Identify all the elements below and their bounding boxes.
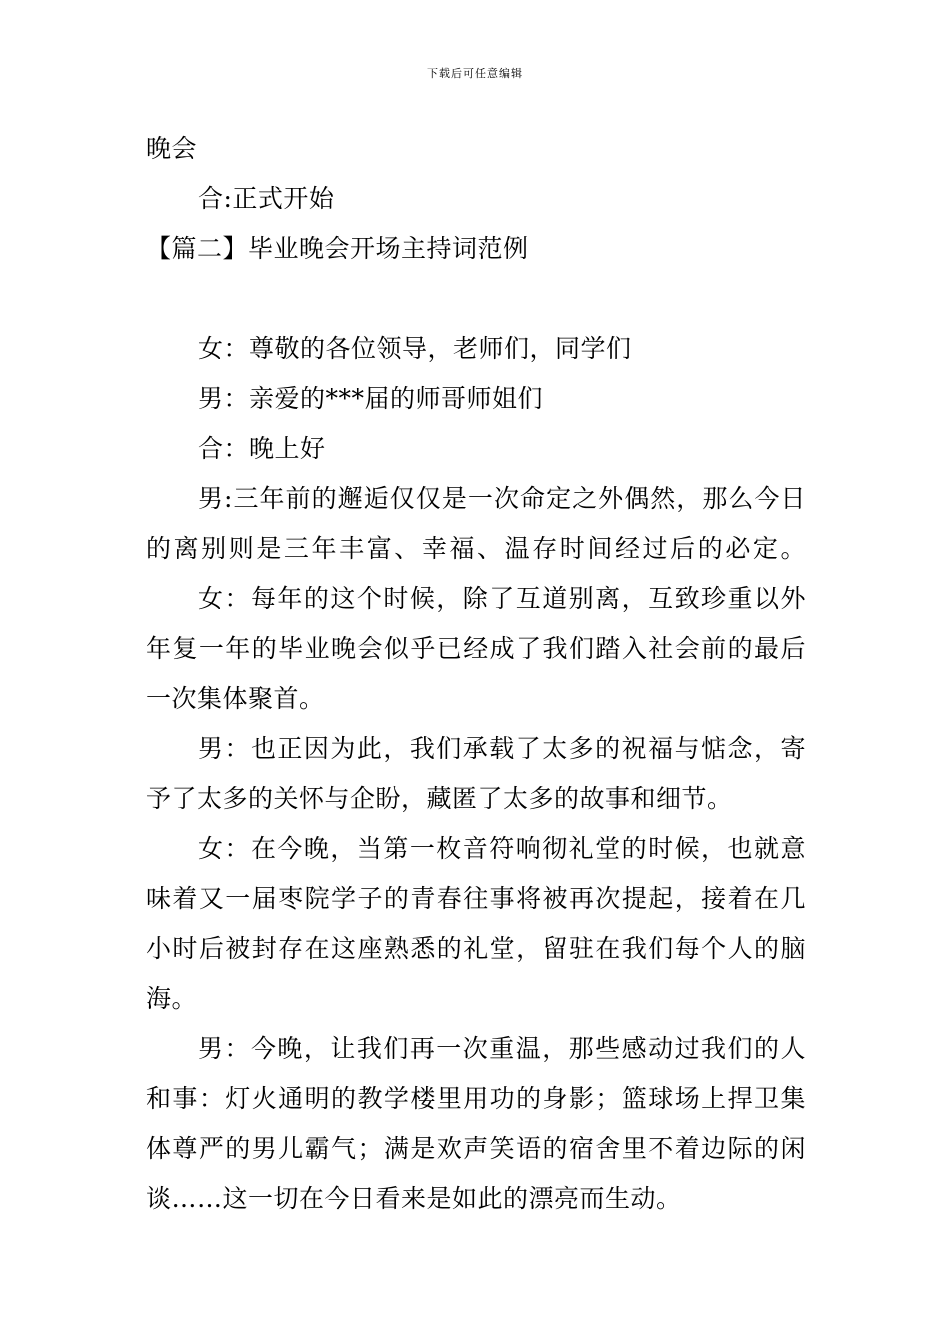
blank-line (146, 274, 806, 324)
text-line: 男:三年前的邂逅仅仅是一次命定之外偶然，那么今日 (198, 484, 806, 513)
page-header-note: 下载后可任意编辑 (427, 67, 523, 80)
text-line: 小时后被封存在这座熟悉的礼堂，留驻在我们每个人的脑 (146, 934, 806, 963)
text-line: 女：在今晚，当第一枚音符响彻礼堂的时候，也就意 (198, 834, 806, 863)
text-line: 男：亲爱的***届的师哥师姐们 (198, 384, 544, 413)
text-line: 予了太多的关怀与企盼，藏匿了太多的故事和细节。 (146, 784, 733, 813)
text-line: 合:正式开始 (198, 184, 335, 213)
text-line: 女：尊敬的各位领导，老师们，同学们 (198, 334, 632, 363)
text-line: 的离别则是三年丰富、幸福、温存时间经过后的必定。 (146, 534, 806, 563)
text-line: 男：也正因为此，我们承载了太多的祝福与惦念，寄 (198, 734, 806, 763)
text-line: 女：每年的这个时候，除了互道别离，互致珍重以外 (198, 584, 806, 613)
text-line: 和事：灯火通明的教学楼里用功的身影；篮球场上捍卫集 (146, 1084, 806, 1113)
text-line: 味着又一届枣院学子的青春往事将被再次提起，接着在几 (146, 884, 806, 913)
text-line: 海。 (146, 984, 198, 1013)
text-line: 谈……这一切在今日看来是如此的漂亮而生动。 (146, 1184, 682, 1213)
section-heading: 【篇二】毕业晚会开场主持词范例 (146, 234, 529, 263)
text-line: 年复一年的毕业晚会似乎已经成了我们踏入社会前的最后 (146, 634, 806, 663)
text-line: 体尊严的男儿霸气；满是欢声笑语的宿舍里不着边际的闲 (146, 1134, 806, 1163)
text-line: 合：晚上好 (198, 434, 326, 463)
document-body (146, 124, 806, 1224)
text-line: 男：今晚，让我们再一次重温，那些感动过我们的人 (198, 1034, 806, 1063)
text-line: 一次集体聚首。 (146, 684, 325, 713)
text-line: 晚会 (146, 134, 198, 163)
